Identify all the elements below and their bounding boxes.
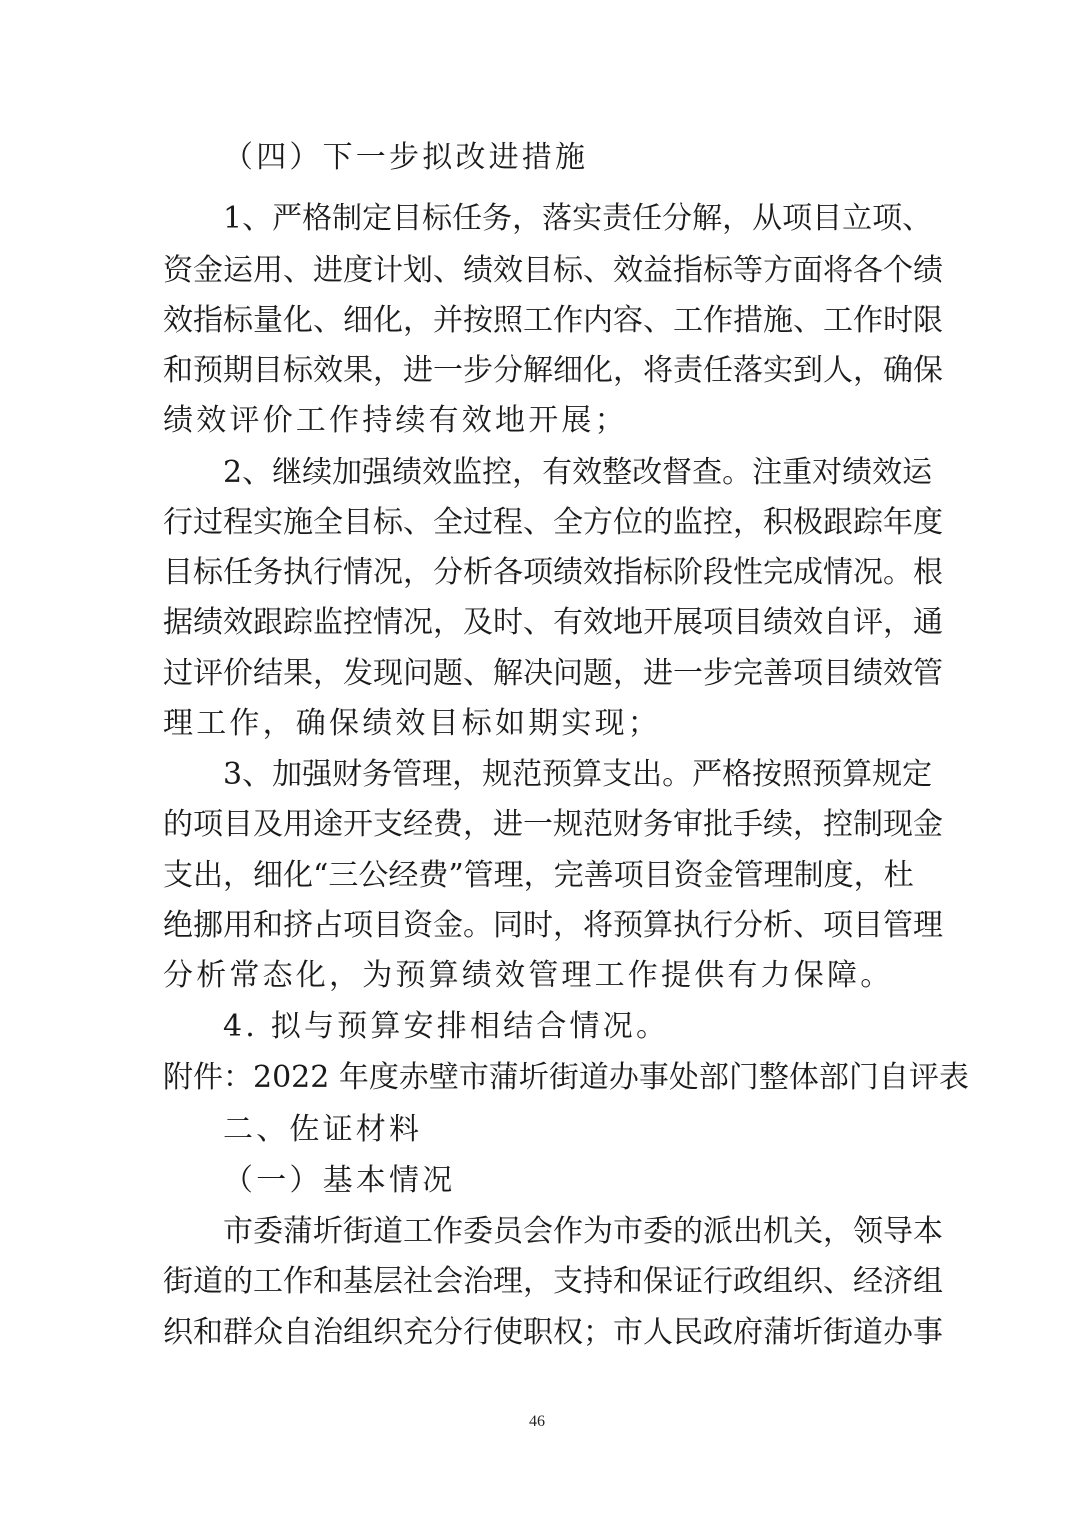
paragraph-line: 2、继续加强绩效监控，有效整改督查。注重对绩效运 (223, 455, 933, 490)
paragraph-line: 据绩效跟踪监控情况，及时、有效地开展项目绩效自评，通 (163, 605, 943, 640)
paragraph-line: 绝挪用和挤占项目资金。同时，将预算执行分析、项目管理 (163, 908, 943, 943)
paragraph-line: 支出，细化“三公经费”管理，完善项目资金管理制度，杜 (163, 858, 914, 893)
paragraph-line: 市委蒲圻街道工作委员会作为市委的派出机关，领导本 (223, 1214, 943, 1249)
paragraph-line: 理工作，确保绩效目标如期实现； (163, 706, 661, 741)
paragraph-line: 行过程实施全目标、全过程、全方位的监控，积极跟踪年度 (163, 505, 943, 540)
paragraph-line: 的项目及用途开支经费，进一规范财务审批手续，控制现金 (163, 807, 943, 842)
paragraph-line: 分析常态化，为预算绩效管理工作提供有力保障。 (163, 958, 894, 993)
paragraph-line: 和预期目标效果，进一步分解细化，将责任落实到人，确保 (163, 353, 943, 388)
paragraph-line: 街道的工作和基层社会治理，支持和保证行政组织、经济组 (163, 1264, 943, 1299)
paragraph-line: 效指标量化、细化，并按照工作内容、工作措施、工作时限 (163, 303, 943, 338)
paragraph-line: 过评价结果，发现问题、解决问题，进一步完善项目绩效管 (163, 656, 943, 691)
paragraph-line: 1、严格制定目标任务，落实责任分解，从项目立项、 (223, 201, 933, 236)
paragraph-line: 绩效评价工作持续有效地开展； (163, 403, 628, 438)
section-heading-basic-situation: （一）基本情况 (223, 1163, 456, 1198)
paragraph-line: 织和群众自治组织充分行使职权；市人民政府蒲圻街道办事 (163, 1315, 943, 1350)
paragraph-line: 目标任务执行情况，分析各项绩效指标阶段性完成情况。根 (163, 555, 943, 590)
section-heading-supporting-materials: 二、佐证材料 (223, 1112, 423, 1147)
section-heading-improvement-measures: （四）下一步拟改进措施 (223, 140, 589, 175)
paragraph-line: 资金运用、进度计划、绩效目标、效益指标等方面将各个绩 (163, 253, 943, 288)
attachment-line: 附件：2022 年度赤壁市蒲圻街道办事处部门整体部门自评表 (163, 1060, 969, 1095)
paragraph-line: 3、加强财务管理，规范预算支出。严格按照预算规定 (223, 757, 933, 792)
page-number: 46 (529, 1413, 545, 1430)
paragraph-line: 4. 拟与预算安排相结合情况。 (223, 1009, 670, 1044)
